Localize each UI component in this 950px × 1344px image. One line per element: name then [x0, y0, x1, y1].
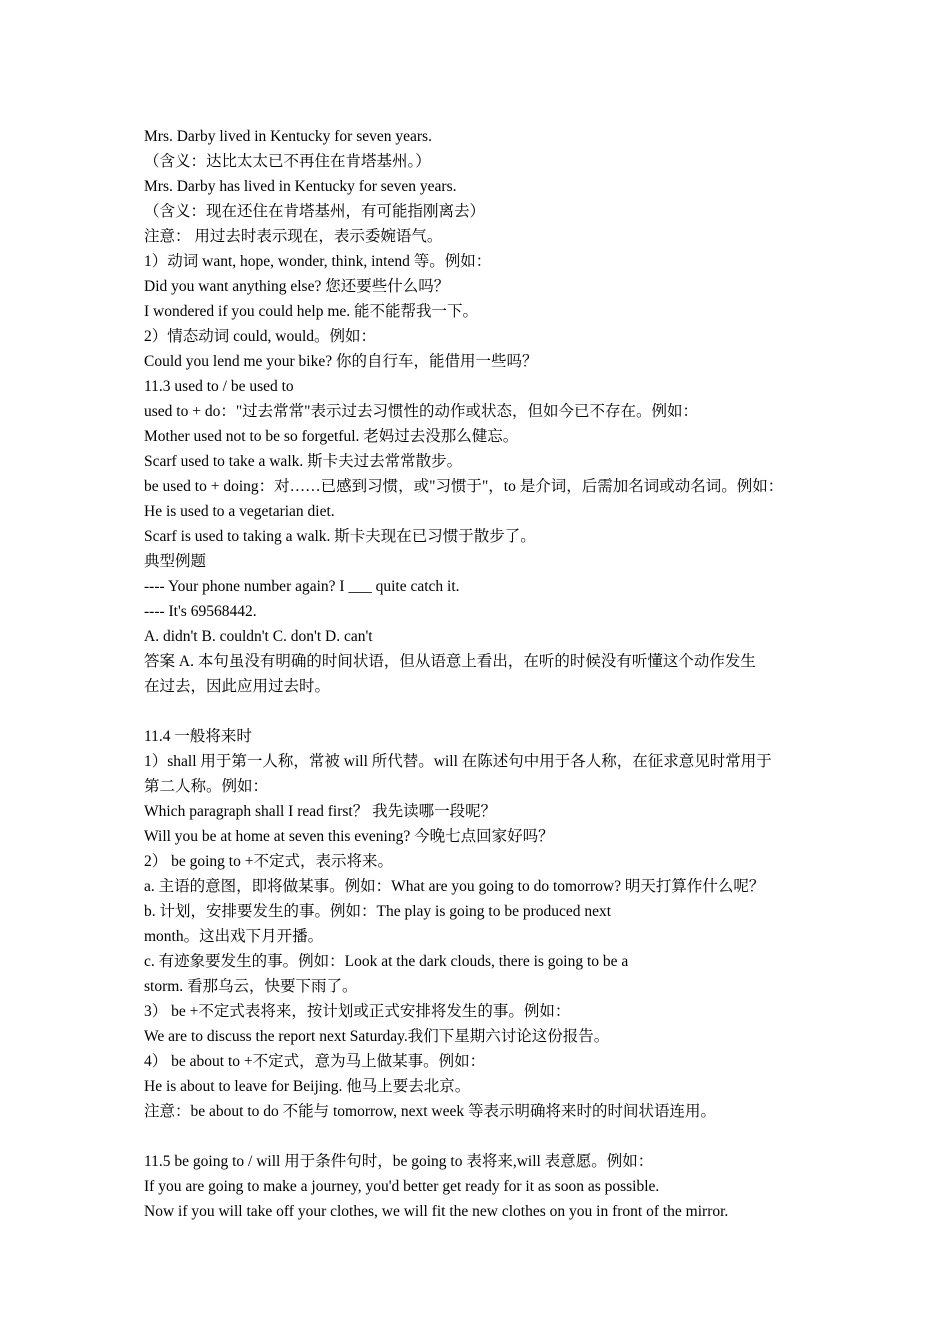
- text-line: ---- It's 69568442.: [144, 603, 257, 620]
- text-line: Could you lend me your bike? 你的自行车，能借用一些吗？: [144, 353, 538, 370]
- blank-line: [144, 699, 812, 724]
- text-line: a. 主语的意图，即将做某事。例如：What are you going to do tomorrow? 明天打算作什么呢？: [144, 878, 765, 895]
- text-line: （含义：现在还住在肯塔基州，有可能指刚离去）: [144, 203, 486, 220]
- text-line: 4） be about to +不定式，意为马上做某事。例如：: [144, 1053, 486, 1070]
- text-line: If you are going to make a journey, you'd better get ready for it as soon as possible.: [144, 1178, 660, 1195]
- text-line: Which paragraph shall I read first？ 我先读哪一段呢？: [144, 803, 497, 820]
- text-line: He is used to a vegetarian diet.: [144, 503, 335, 520]
- text-line: c. 有迹象要发生的事。例如：Look at the dark clouds, there is going to be a: [144, 953, 629, 970]
- text-line: 注意： 用过去时表示现在，表示委婉语气。: [144, 228, 443, 245]
- text-line: Mother used not to be so forgetful. 老妈过去没那么健忘。: [144, 428, 519, 445]
- text-line: 2） be going to +不定式，表示将来。: [144, 853, 393, 870]
- text-line: I wondered if you could help me. 能不能帮我一下。: [144, 303, 479, 320]
- text-line: We are to discuss the report next Saturday.我们下星期六讨论这份报告。: [144, 1028, 610, 1045]
- text-line: 答案 A. 本句虽没有明确的时间状语，但从语意上看出，在听的时候没有听懂这个动作发生: [144, 653, 756, 670]
- section-heading: 11.3 used to / be used to: [144, 378, 294, 395]
- section-heading: 11.4 一般将来时: [144, 728, 252, 745]
- text-line: 注意：be about to do 不能与 tomorrow, next week 等表示明确将来时的时间状语连用。: [144, 1103, 717, 1120]
- text-line: storm. 看那乌云，快要下雨了。: [144, 978, 358, 995]
- text-line: 第二人称。例如：: [144, 778, 269, 795]
- text-line: Now if you will take off your clothes, we will fit the new clothes on you in front of the mirror.: [144, 1203, 729, 1220]
- text-line: 3） be +不定式表将来，按计划或正式安排将发生的事。例如：: [144, 1003, 571, 1020]
- text-line: 2）情态动词 could, would。例如：: [144, 328, 377, 345]
- document-body: [144, 124, 812, 1224]
- section-heading: 11.5 be going to / will 用于条件句时，be going to 表将来,will 表意愿。例如：: [144, 1153, 654, 1170]
- text-line: month。这出戏下月开播。: [144, 928, 324, 945]
- text-line: 1）动词 want, hope, wonder, think, intend 等。例如：: [144, 253, 492, 270]
- text-line: Will you be at home at seven this evening? 今晚七点回家好吗？: [144, 828, 554, 845]
- text-line: b. 计划，安排要发生的事。例如：The play is going to be produced next: [144, 903, 612, 920]
- text-line: Did you want anything else? 您还要些什么吗？: [144, 278, 450, 295]
- text-line: He is about to leave for Beijing. 他马上要去北京。: [144, 1078, 471, 1095]
- text-line: （含义：达比太太已不再住在肯塔基州。）: [144, 153, 431, 170]
- text-line: Scarf is used to taking a walk. 斯卡夫现在已习惯于散步了。: [144, 528, 536, 545]
- text-line: A. didn't B. couldn't C. don't D. can't: [144, 628, 373, 645]
- text-line: 1）shall 用于第一人称，常被 will 所代替。will 在陈述句中用于各人称，在征求意见时常用于: [144, 753, 772, 770]
- text-line: used to + do："过去常常"表示过去习惯性的动作或状态，但如今已不存在。例如：: [144, 403, 698, 420]
- text-line: 在过去，因此应用过去时。: [144, 678, 331, 695]
- section-heading: 典型例题: [144, 553, 207, 570]
- blank-line: [144, 1124, 812, 1149]
- text-line: ---- Your phone number again? I ___ quite catch it.: [144, 578, 460, 595]
- text-line: Mrs. Darby lived in Kentucky for seven years.: [144, 128, 432, 145]
- text-line: be used to + doing：对……已感到习惯，或"习惯于"，to 是介词，后需加名词或动名词。例如：: [144, 478, 784, 495]
- text-line: Scarf used to take a walk. 斯卡夫过去常常散步。: [144, 453, 463, 470]
- text-line: Mrs. Darby has lived in Kentucky for seven years.: [144, 178, 457, 195]
